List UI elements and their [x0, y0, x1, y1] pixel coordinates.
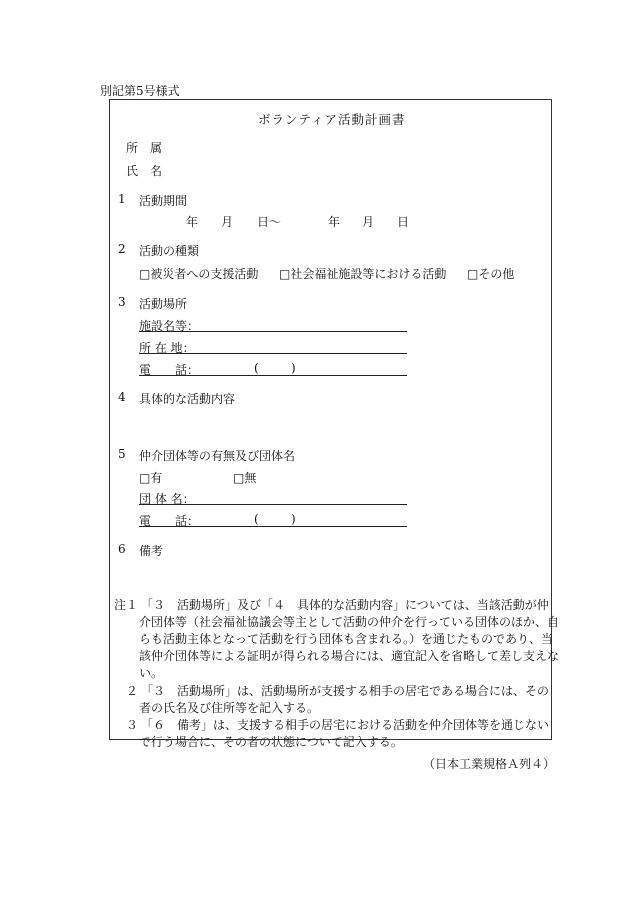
note-3-line-1: 「６ 備考」は、支援する相手の居宅における活動を仲介団体等を通じない: [141, 718, 550, 732]
note-2-line-2: 者の氏名及び住所等を記入する。: [139, 701, 320, 715]
note-1-line-5: い。: [139, 666, 164, 680]
section-6-title: 備考: [139, 544, 164, 558]
note-3-line-2: で行う場合に、その者の状態について記入する。: [139, 735, 403, 749]
phone-paren-open: (: [254, 361, 259, 375]
note-2-line-1: 「３ 活動場所」は、活動場所が支援する相手の居宅である場合には、その: [141, 684, 550, 698]
section-6-number: 6: [118, 542, 126, 556]
group-phone-label: 電 話：: [139, 514, 200, 528]
section-3-title: 活動場所: [139, 297, 188, 311]
section-1-title: 活動期間: [139, 194, 188, 208]
footer-jis-note: （日本工業規格Ａ列４）: [423, 757, 556, 771]
note-1-line-2: 介団体等（社会福祉協議会等主として活動の仲介を行っている団体のほか、自: [139, 615, 560, 629]
phone-field[interactable]: [139, 375, 407, 376]
section-2-number: 2: [118, 242, 126, 256]
period-end-year: 年: [328, 215, 341, 229]
facility-label: 施設名等：: [139, 319, 200, 333]
name-label: 氏 名: [126, 164, 163, 178]
phone-label: 電 話：: [139, 363, 200, 377]
section-4-number: 4: [118, 390, 126, 404]
option-no[interactable]: □無: [233, 471, 257, 485]
notes-prefix: 注１: [114, 598, 139, 612]
group-phone-paren-close: ): [291, 512, 296, 526]
section-1-number: 1: [118, 192, 126, 206]
phone-paren-close: ): [291, 361, 296, 375]
section-2-title: 活動の種類: [139, 244, 200, 258]
period-start-year: 年: [186, 215, 199, 229]
address-label: 所 在 地：: [139, 341, 195, 355]
group-phone-paren-open: (: [254, 512, 259, 526]
group-name-field[interactable]: [139, 504, 407, 505]
period-start-day: 日〜: [257, 215, 282, 229]
address-field[interactable]: [139, 353, 407, 354]
affiliation-label: 所 属: [126, 141, 163, 155]
note-1-line-4: 該仲介団体等による証明が得られる場合には、適宜記入を省略して差し支えな: [139, 649, 560, 663]
form-number: 別記第5号様式: [100, 84, 180, 98]
section-3-number: 3: [118, 295, 126, 309]
option-other[interactable]: □その他: [467, 267, 515, 281]
group-phone-field[interactable]: [139, 526, 407, 527]
note-1-line-3: らも活動主体となって活動を行う団体も含まれる。）を通じたものであり、当: [139, 632, 554, 646]
section-5-number: 5: [118, 447, 126, 461]
note-1-line-1: 「３ 活動場所」及び「４ 具体的な活動内容」については、当該活動が仲: [141, 598, 549, 612]
section-5-title: 仲介団体等の有無及び団体名: [139, 449, 296, 463]
period-start-month: 月: [221, 215, 234, 229]
period-end-day: 日: [397, 215, 410, 229]
note-3-number: ３: [126, 718, 139, 732]
section-4-title: 具体的な活動内容: [139, 392, 236, 406]
note-2-number: ２: [126, 684, 139, 698]
group-name-label: 団 体 名：: [139, 492, 195, 506]
option-yes[interactable]: □有: [139, 471, 163, 485]
facility-field[interactable]: [139, 331, 407, 332]
option-welfare-facility[interactable]: □社会福祉施設等における活動: [279, 267, 447, 281]
option-disaster-support[interactable]: □被災者への支援活動: [139, 267, 259, 281]
form-title: ボランティア活動計画書: [258, 112, 406, 127]
period-end-month: 月: [362, 215, 375, 229]
